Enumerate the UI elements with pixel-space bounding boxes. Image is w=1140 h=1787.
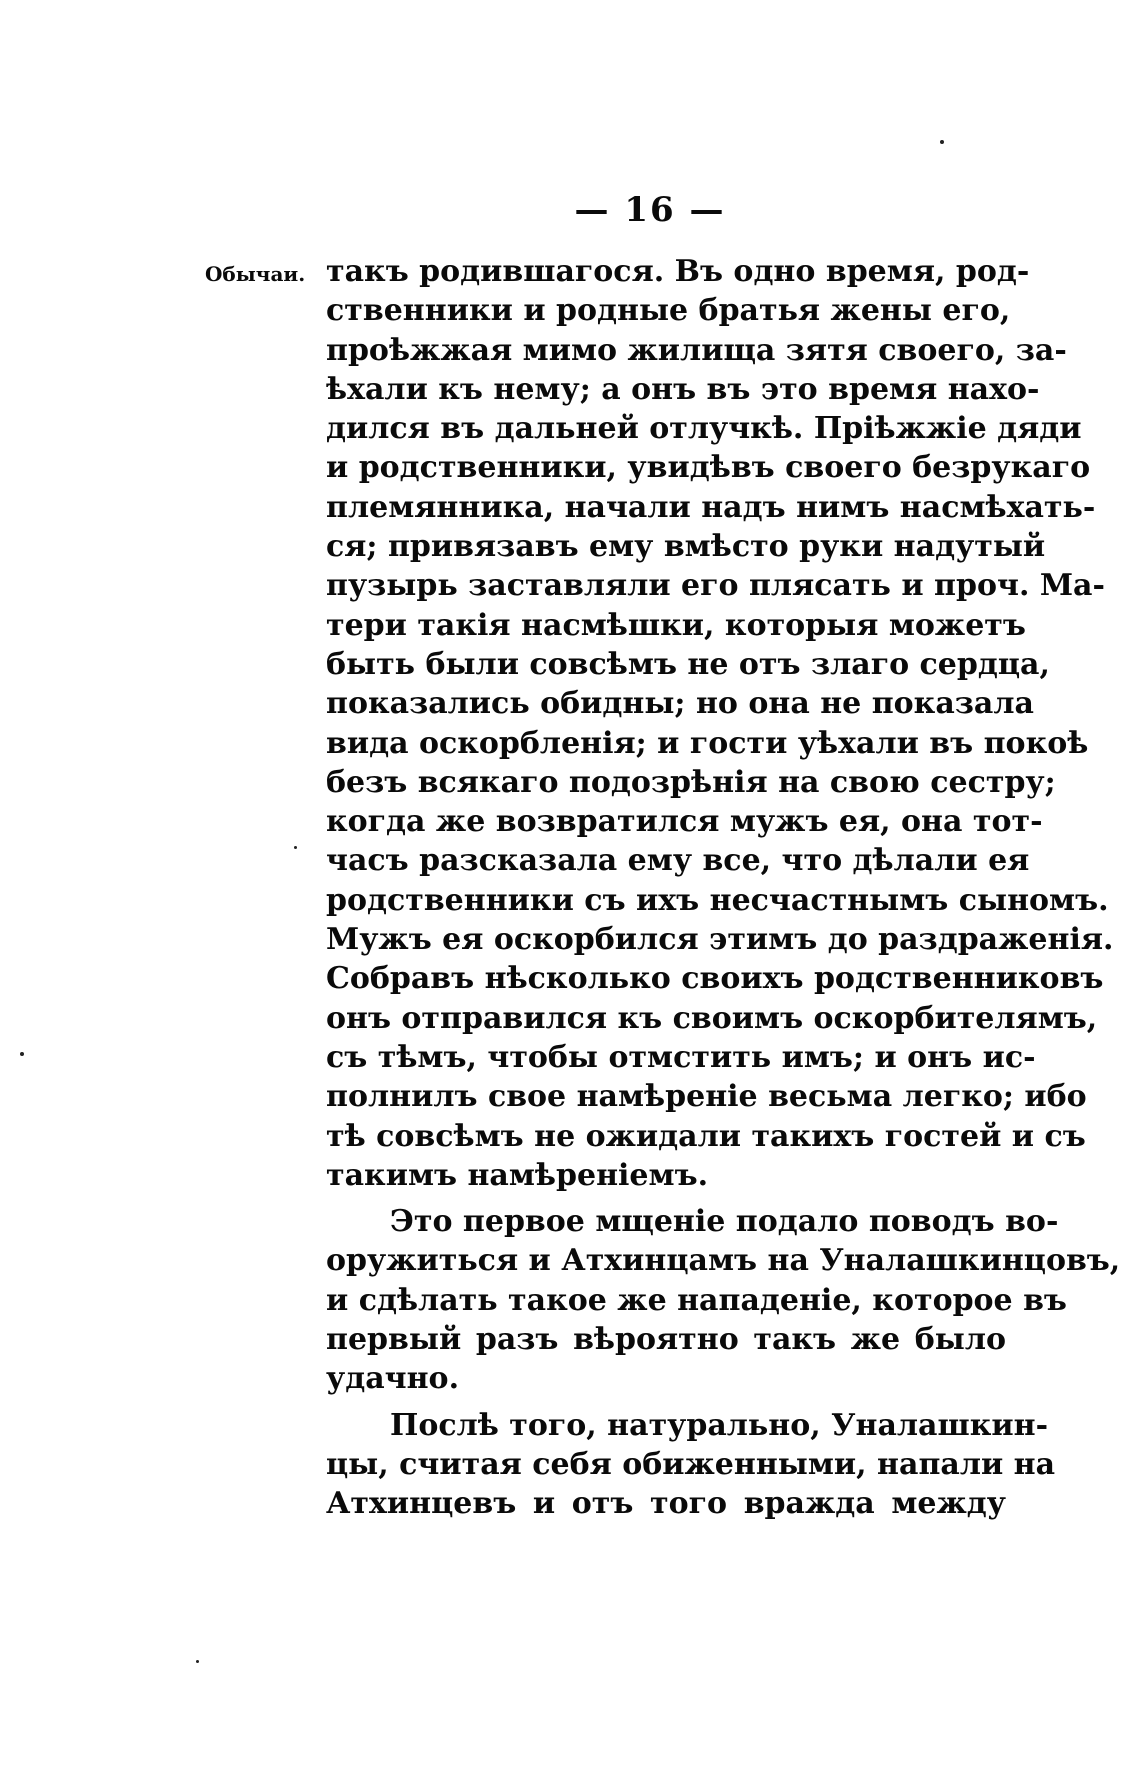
text-line: Послѣ того, натурально, Уналашкин- — [390, 1407, 1049, 1443]
text-line: и родственники, увидѣвъ своего безрукаго — [326, 450, 1091, 486]
scan-speck — [20, 1052, 24, 1056]
text-line: дился въ дальней отлучкѣ. Пріѣжжіе дяди — [326, 411, 1082, 447]
text-line: Атхинцевъ и отъ того вражда между — [326, 1486, 1006, 1522]
text-line: цы, считая себя обиженными, напали на — [326, 1446, 1056, 1482]
text-line: племянника, начали надъ нимъ насмѣхать- — [326, 489, 1096, 525]
scan-speck — [940, 140, 944, 144]
marginal-note: Обычаи. — [205, 262, 306, 286]
text-line: тери такія насмѣшки, которыя можетъ — [326, 607, 1026, 643]
text-line: Это первое мщеніе подало поводъ во- — [390, 1204, 1059, 1240]
text-line: Собравъ нѣсколько своихъ родственниковъ — [326, 961, 1104, 997]
text-line: съ тѣмъ, чтобы отмстить имъ; и онъ ис- — [326, 1039, 1036, 1075]
text-line: такъ родившагося. Въ одно время, род- — [326, 254, 1030, 289]
text-line: оружиться и Атхинцамъ на Уналашкинцовъ, — [326, 1243, 1121, 1279]
page-number: — 16 — — [574, 190, 726, 230]
scan-speck — [196, 1660, 199, 1663]
text-line: полнилъ свое намѣреніе весьма легко; ибо — [326, 1079, 1087, 1115]
text-line: вида оскорбленія; и гости уѣхали въ покоѣ — [326, 725, 1089, 761]
text-line: и сдѣлать такое же нападеніе, которое въ — [326, 1282, 1067, 1318]
text-line: тѣ совсѣмъ не ожидали такихъ гостей и съ — [326, 1118, 1086, 1154]
scan-speck — [294, 846, 297, 849]
text-line: безъ всякаго подозрѣнія на свою сестру; — [326, 764, 1056, 800]
text-line: Мужъ ея оскорбился этимъ до раздраженія. — [326, 922, 1114, 958]
text-line: ѣхали къ нему; а онъ въ это время нахо- — [326, 371, 1040, 407]
text-line: удачно. — [326, 1361, 460, 1397]
text-line: ственники и родные братья жены его, — [326, 293, 1011, 329]
text-line: такимъ намѣреніемъ. — [326, 1157, 709, 1193]
text-line: родственники съ ихъ несчастнымъ сыномъ. — [326, 882, 1109, 918]
text-line: онъ отправился къ своимъ оскорбителямъ, — [326, 1000, 1098, 1036]
text-line: когда же возвратился мужъ ея, она тот- — [326, 804, 1043, 840]
text-line: ся; привязавъ ему вмѣсто руки надутый — [326, 529, 1046, 565]
text-line: проѣжжая мимо жилища зятя своего, за- — [326, 332, 1067, 368]
text-line: быть были совсѣмъ не отъ злаго сердца, — [326, 646, 1050, 682]
body-text — [326, 252, 1121, 1524]
text-line: пузырь заставляли его плясать и проч. Ма- — [326, 568, 1105, 604]
text-line: первый разъ вѣроятно такъ же было — [326, 1322, 1006, 1358]
text-line: часъ разсказала ему все, что дѣлали ея — [326, 843, 1030, 879]
text-line: показались обидны; но она не показала — [326, 686, 1034, 722]
